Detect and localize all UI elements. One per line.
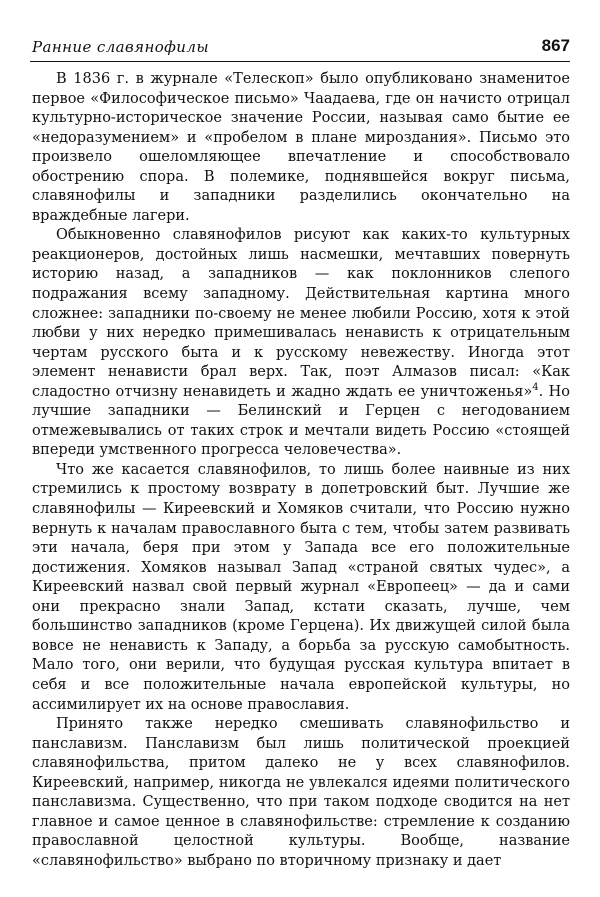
paragraph-2-text-before-ref: Обыкновенно славянофилов рисуют как каких-то культурных реакционеров, достойных лишь насмешки, мечтавших повернуть историю назад, а западников — как поклонников слепого подражания всему западному. Действительная картина много сложнее: западники по-своему не менее любили Россию, хотя к этой любви у них нередко примешивалась ненависть к отрицательным чертам русского быта и к русскому невежеству. Иногда этот элемент ненависти брал верх. Так, поэт Алмазов писал: «Как сладостно отчизну ненавидеть и жадно ждать ее уничтоженья» xyxy=(32,227,570,400)
page-header xyxy=(30,36,570,60)
header-rule xyxy=(30,61,570,62)
paragraph-4: Принято также нередко смешивать славянофильство и панславизм. Панславизм был лишь политической проекцией славянофильства, притом далеко не у всех славянофилов. Киреевский, например, никогда не увлекался идеями политического панславизма. Существенно, что при таком подходе сводится на нет главное и самое ценное в славянофильстве: стремление к созданию православной целостной культуры. Вообще, название «славянофильство» выбрано по вторичному признаку и дает xyxy=(32,716,570,869)
running-title: Ранние славянофилы xyxy=(32,38,209,56)
paragraph-1: В 1836 г. в журнале «Телескоп» было опубликовано знаменитое первое «Философическое письмо» Чаадаева, где он начисто отрицал культурно-историческое значение России, называя само бытие ее «недоразумением» и «пробелом в плане мироздания». Письмо это произвело ошеломляющее впечатление и способствовало обострению спора. В полемике, поднявшейся вокруг письма, славянофилы и западники разделились окончательно на враждебные лагери. xyxy=(32,71,570,224)
body-text xyxy=(32,70,570,871)
paragraph-2-text-after-ref: . Но лучшие западники — Белинский и Герцен с негодованием отмежевывались от таких строк и мечтали видеть Россию «стоящей впереди умственного прогресса человечества». xyxy=(32,383,571,459)
footnote-reference[interactable]: 4 xyxy=(532,381,539,393)
paragraph-2 xyxy=(32,226,570,461)
page-number: 867 xyxy=(541,36,570,55)
paragraph-3: Что же касается славянофилов, то лишь более наивные из них стремились к простому возврату в допетровский быт. Лучшие же славянофилы — Киреевский и Хомяков считали, что Россию нужно вернуть к началам православного быта с тем, чтобы затем развивать эти начала, беря при этом у Запада все его положительные достижения. Хомяков называл Запад «страной святых чудес», а Киреевский назвал свой первый журнал «Европеец» — да и сами они прекрасно знали Запад, кстати сказать, лучше, чем большинство западников (кроме Герцена). Их движущей силой была вовсе не ненависть к Западу, а борьба за русскую самобытность. Мало того, они верили, что будущая русская культура впитает в себя и все положительные начала европейской культуры, но ассимилирует их на основе православия. xyxy=(32,461,570,713)
